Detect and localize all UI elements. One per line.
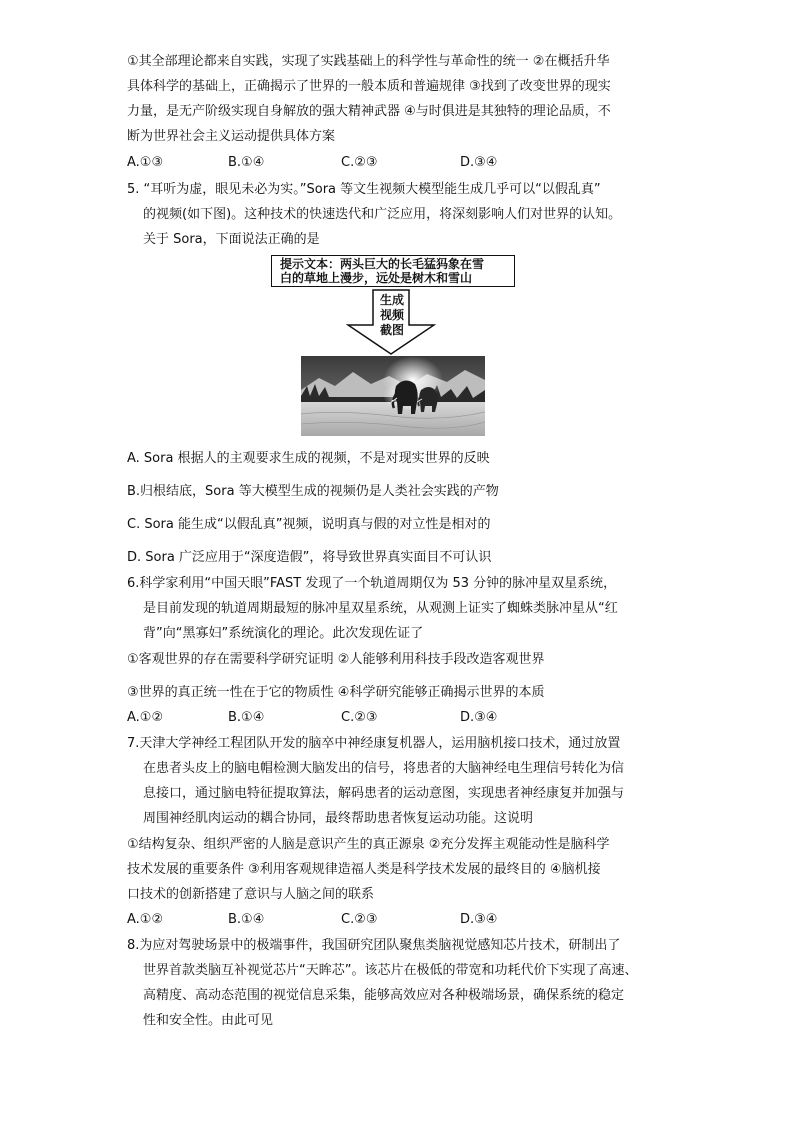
q5-option-a[interactable]: A. Sora 根据人的主观要求生成的视频，不是对现实世界的反映 [127,451,490,466]
q6-option-b[interactable]: B.①④ [228,710,265,725]
q7-option-d[interactable]: D.③④ [460,912,498,927]
q6-option-c[interactable]: C.②③ [341,710,378,725]
q7-option-a[interactable]: A.①② [127,912,164,927]
q8-line-3: 高精度、高动态范围的视觉信息采集，能够高效应对各种极端场景，确保系统的稳定 [143,988,625,1003]
q7-statement-1: ①结构复杂、组织严密的人脑是意识产生的真正源泉 ②充分发挥主观能动性是脑科学 [127,837,610,852]
arrow-label-2: 视频 [379,308,404,322]
q5-line-3: 关于 Sora，下面说法正确的是 [143,232,320,247]
arrow-label-3: 截图 [379,323,404,337]
q4-line-3: 力量，是无产阶级实现自身解放的强大精神武器 ④与时俱进是其独特的理论品质，不 [127,104,611,119]
q6-option-a[interactable]: A.①② [127,710,164,725]
q4-option-b[interactable]: B.①④ [228,155,265,170]
q7-statement-3: 口技术的创新搭建了意识与人脑之间的联系 [127,887,375,902]
q4-option-d[interactable]: D.③④ [460,155,498,170]
q4-option-a[interactable]: A.①③ [127,155,164,170]
q7-option-c[interactable]: C.②③ [341,912,378,927]
q5-line-1: 5. “耳听为虚，眼见未必为实。”Sora 等文生视频大模型能生成几乎可以“以假乱真” [127,182,601,197]
q5-option-d[interactable]: D. Sora 广泛应用于“深度造假”，将导致世界真实面目不可认识 [127,550,492,565]
q8-line-2: 世界首款类脑互补视觉芯片“天眸芯”。该芯片在极低的带宽和功耗代价下实现了高速、 [143,963,638,978]
q4-line-4: 断为世界社会主义运动提供具体方案 [127,129,336,144]
arrow-label-1: 生成 [379,293,404,307]
q8-line-1: 8.为应对驾驶场景中的极端事件，我国研究团队聚焦类脑视觉感知芯片技术，研制出了 [127,938,621,953]
q4-line-2: 具体科学的基础上，正确揭示了世界的一般本质和普遍规律 ③找到了改变世界的现实 [127,79,611,94]
q6-option-d[interactable]: D.③④ [460,710,498,725]
mammoth-video-screenshot [301,356,485,436]
q7-option-b[interactable]: B.①④ [228,912,265,927]
q7-line-1: 7.天津大学神经工程团队开发的脑卒中神经康复机器人，运用脑机接口技术，通过放置 [127,736,621,751]
q5-option-b[interactable]: B.归根结底，Sora 等大模型生成的视频仍是人类社会实践的产物 [127,484,499,499]
q8-line-4: 性和安全性。由此可见 [143,1013,274,1028]
q7-line-4: 周围神经肌肉运动的耦合协同，最终帮助患者恢复运动功能。这说明 [143,811,534,826]
q6-line-1: 6.科学家利用“中国天眼”FAST 发现了一个轨道周期仅为 53 分钟的脉冲星双星系统， [127,576,617,591]
prompt-line-1: 提示文本：两头巨大的长毛猛犸象在雪 [280,257,485,271]
q4-line-1: ①其全部理论都来自实践，实现了实践基础上的科学性与革命性的统一 ②在概括升华 [127,54,610,69]
q4-option-c[interactable]: C.②③ [341,155,378,170]
q5-line-2: 的视频(如下图)。这种技术的快速迭代和广泛应用，将深刻影响人们对世界的认知。 [143,207,622,222]
q5-option-c[interactable]: C. Sora 能生成“以假乱真”视频，说明真与假的对立性是相对的 [127,517,491,532]
q7-statement-2: 技术发展的重要条件 ③利用客观规律造福人类是科学技术发展的最终目的 ④脑机接 [127,862,601,877]
q7-line-3: 息接口，通过脑电特征提取算法，解码患者的运动意图，实现患者神经康复并加强与 [143,786,625,801]
prompt-text-box [271,255,515,287]
q6-statement-1: ①客观世界的存在需要科学研究证明 ②人能够利用科技手段改造客观世界 [127,652,545,667]
q6-line-2: 是目前发现的轨道周期最短的脉冲星双星系统，从观测上证实了蜘蛛类脉冲星从“红 [143,601,618,616]
q6-statement-2: ③世界的真正统一性在于它的物质性 ④科学研究能够正确揭示世界的本质 [127,685,545,700]
prompt-line-2: 白的草地上漫步，远处是树木和雪山 [280,271,473,285]
q7-line-2: 在患者头皮上的脑电帽检测大脑发出的信号，将患者的大脑神经电生理信号转化为信 [143,761,625,776]
q6-line-3: 背”向“黑寡妇”系统演化的理论。此次发现佐证了 [143,626,424,641]
